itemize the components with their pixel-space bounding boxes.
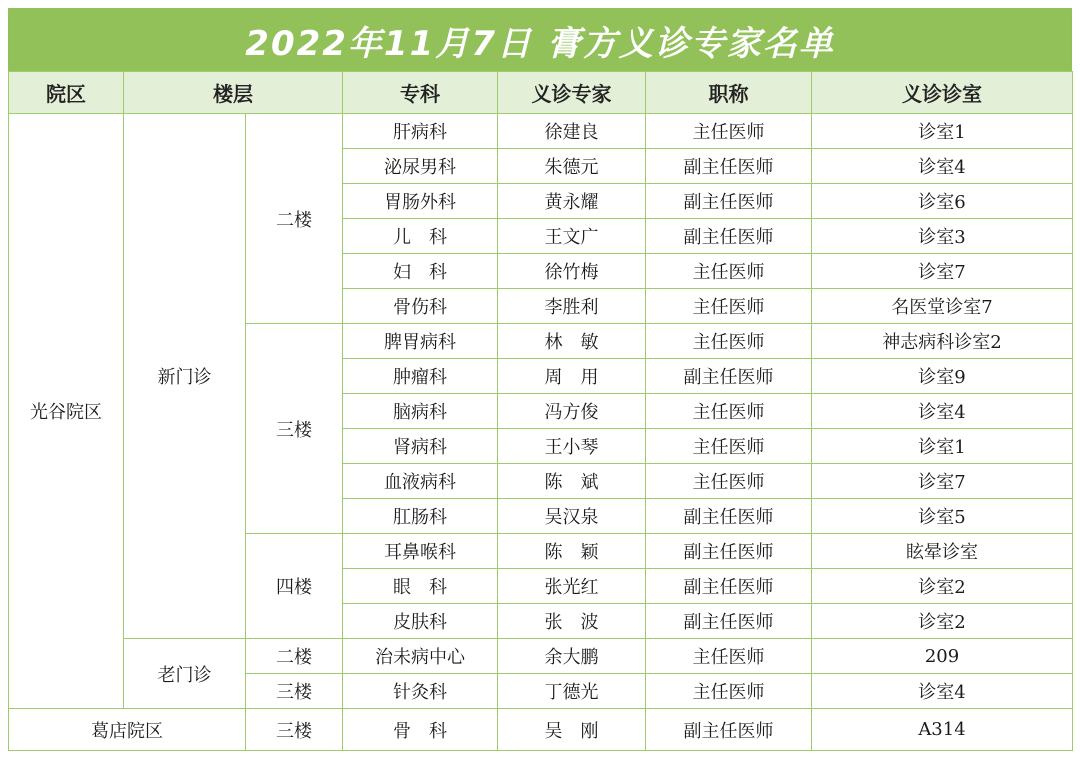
title-cell: 主任医师 [646, 254, 812, 289]
header-expert: 义诊专家 [498, 72, 646, 114]
clinic-cell: 老门诊 [124, 639, 246, 709]
dept-cell: 耳鼻喉科 [343, 534, 498, 569]
expert-cell: 吴 刚 [498, 709, 646, 751]
room-cell: 神志病科诊室2 [812, 324, 1073, 359]
expert-cell: 冯方俊 [498, 394, 646, 429]
dept-cell: 脑病科 [343, 394, 498, 429]
dept-cell: 泌尿男科 [343, 149, 498, 184]
room-cell: 名医堂诊室7 [812, 289, 1073, 324]
dept-cell: 脾胃病科 [343, 324, 498, 359]
dept-cell: 针灸科 [343, 674, 498, 709]
expert-cell: 徐建良 [498, 114, 646, 149]
dept-cell: 肿瘤科 [343, 359, 498, 394]
dept-cell: 胃肠外科 [343, 184, 498, 219]
expert-cell: 张光红 [498, 569, 646, 604]
title-cell: 副主任医师 [646, 604, 812, 639]
floor-cell: 三楼 [246, 709, 343, 751]
title-cell: 主任医师 [646, 289, 812, 324]
dept-cell: 皮肤科 [343, 604, 498, 639]
floor-cell: 三楼 [246, 324, 343, 534]
room-cell: 诊室1 [812, 429, 1073, 464]
room-cell: A314 [812, 709, 1073, 751]
room-cell: 诊室4 [812, 394, 1073, 429]
title-cell: 主任医师 [646, 324, 812, 359]
dept-cell: 儿 科 [343, 219, 498, 254]
room-cell: 诊室6 [812, 184, 1073, 219]
expert-table [8, 71, 1073, 751]
table-row [9, 639, 1073, 674]
dept-cell: 肝病科 [343, 114, 498, 149]
dept-cell: 肾病科 [343, 429, 498, 464]
header-room: 义诊诊室 [812, 72, 1073, 114]
room-cell: 眩晕诊室 [812, 534, 1073, 569]
title-cell: 副主任医师 [646, 149, 812, 184]
expert-cell: 陈 颖 [498, 534, 646, 569]
campus-cell: 葛店院区 [9, 709, 246, 751]
title-cell: 主任医师 [646, 429, 812, 464]
floor-cell: 二楼 [246, 114, 343, 324]
expert-cell: 朱德元 [498, 149, 646, 184]
room-cell: 诊室7 [812, 254, 1073, 289]
room-cell: 诊室4 [812, 674, 1073, 709]
expert-cell: 林 敏 [498, 324, 646, 359]
room-cell: 诊室2 [812, 604, 1073, 639]
header-row [9, 72, 1073, 114]
campus-cell: 光谷院区 [9, 114, 124, 709]
expert-cell: 陈 斌 [498, 464, 646, 499]
clinic-cell: 新门诊 [124, 114, 246, 639]
room-cell: 诊室5 [812, 499, 1073, 534]
room-cell: 诊室9 [812, 359, 1073, 394]
room-cell: 诊室1 [812, 114, 1073, 149]
expert-list-sheet [8, 8, 1072, 751]
title-cell: 副主任医师 [646, 219, 812, 254]
room-cell: 209 [812, 639, 1073, 674]
expert-cell: 李胜利 [498, 289, 646, 324]
room-cell: 诊室4 [812, 149, 1073, 184]
title-cell: 主任医师 [646, 674, 812, 709]
room-cell: 诊室7 [812, 464, 1073, 499]
title-cell: 副主任医师 [646, 534, 812, 569]
floor-cell: 二楼 [246, 639, 343, 674]
room-cell: 诊室2 [812, 569, 1073, 604]
table-row [9, 114, 1073, 149]
title-cell: 主任医师 [646, 464, 812, 499]
floor-cell: 三楼 [246, 674, 343, 709]
expert-cell: 张 波 [498, 604, 646, 639]
header-floor: 楼层 [124, 72, 343, 114]
title-cell: 主任医师 [646, 394, 812, 429]
expert-cell: 王小琴 [498, 429, 646, 464]
header-title: 职称 [646, 72, 812, 114]
room-cell: 诊室3 [812, 219, 1073, 254]
dept-cell: 眼 科 [343, 569, 498, 604]
dept-cell: 骨 科 [343, 709, 498, 751]
expert-cell: 丁德光 [498, 674, 646, 709]
expert-cell: 吴汉泉 [498, 499, 646, 534]
table-row [9, 709, 1073, 751]
expert-cell: 黄永耀 [498, 184, 646, 219]
page-title: 2022年11月7日 膏方义诊专家名单 [8, 8, 1072, 71]
title-cell: 副主任医师 [646, 499, 812, 534]
expert-cell: 王文广 [498, 219, 646, 254]
dept-cell: 治未病中心 [343, 639, 498, 674]
dept-cell: 血液病科 [343, 464, 498, 499]
title-cell: 副主任医师 [646, 184, 812, 219]
header-dept: 专科 [343, 72, 498, 114]
title-cell: 主任医师 [646, 639, 812, 674]
expert-cell: 余大鹏 [498, 639, 646, 674]
title-cell: 主任医师 [646, 114, 812, 149]
expert-cell: 周 用 [498, 359, 646, 394]
floor-cell: 四楼 [246, 534, 343, 639]
expert-cell: 徐竹梅 [498, 254, 646, 289]
title-cell: 副主任医师 [646, 359, 812, 394]
title-cell: 副主任医师 [646, 709, 812, 751]
dept-cell: 骨伤科 [343, 289, 498, 324]
title-cell: 副主任医师 [646, 569, 812, 604]
header-campus: 院区 [9, 72, 124, 114]
dept-cell: 妇 科 [343, 254, 498, 289]
dept-cell: 肛肠科 [343, 499, 498, 534]
